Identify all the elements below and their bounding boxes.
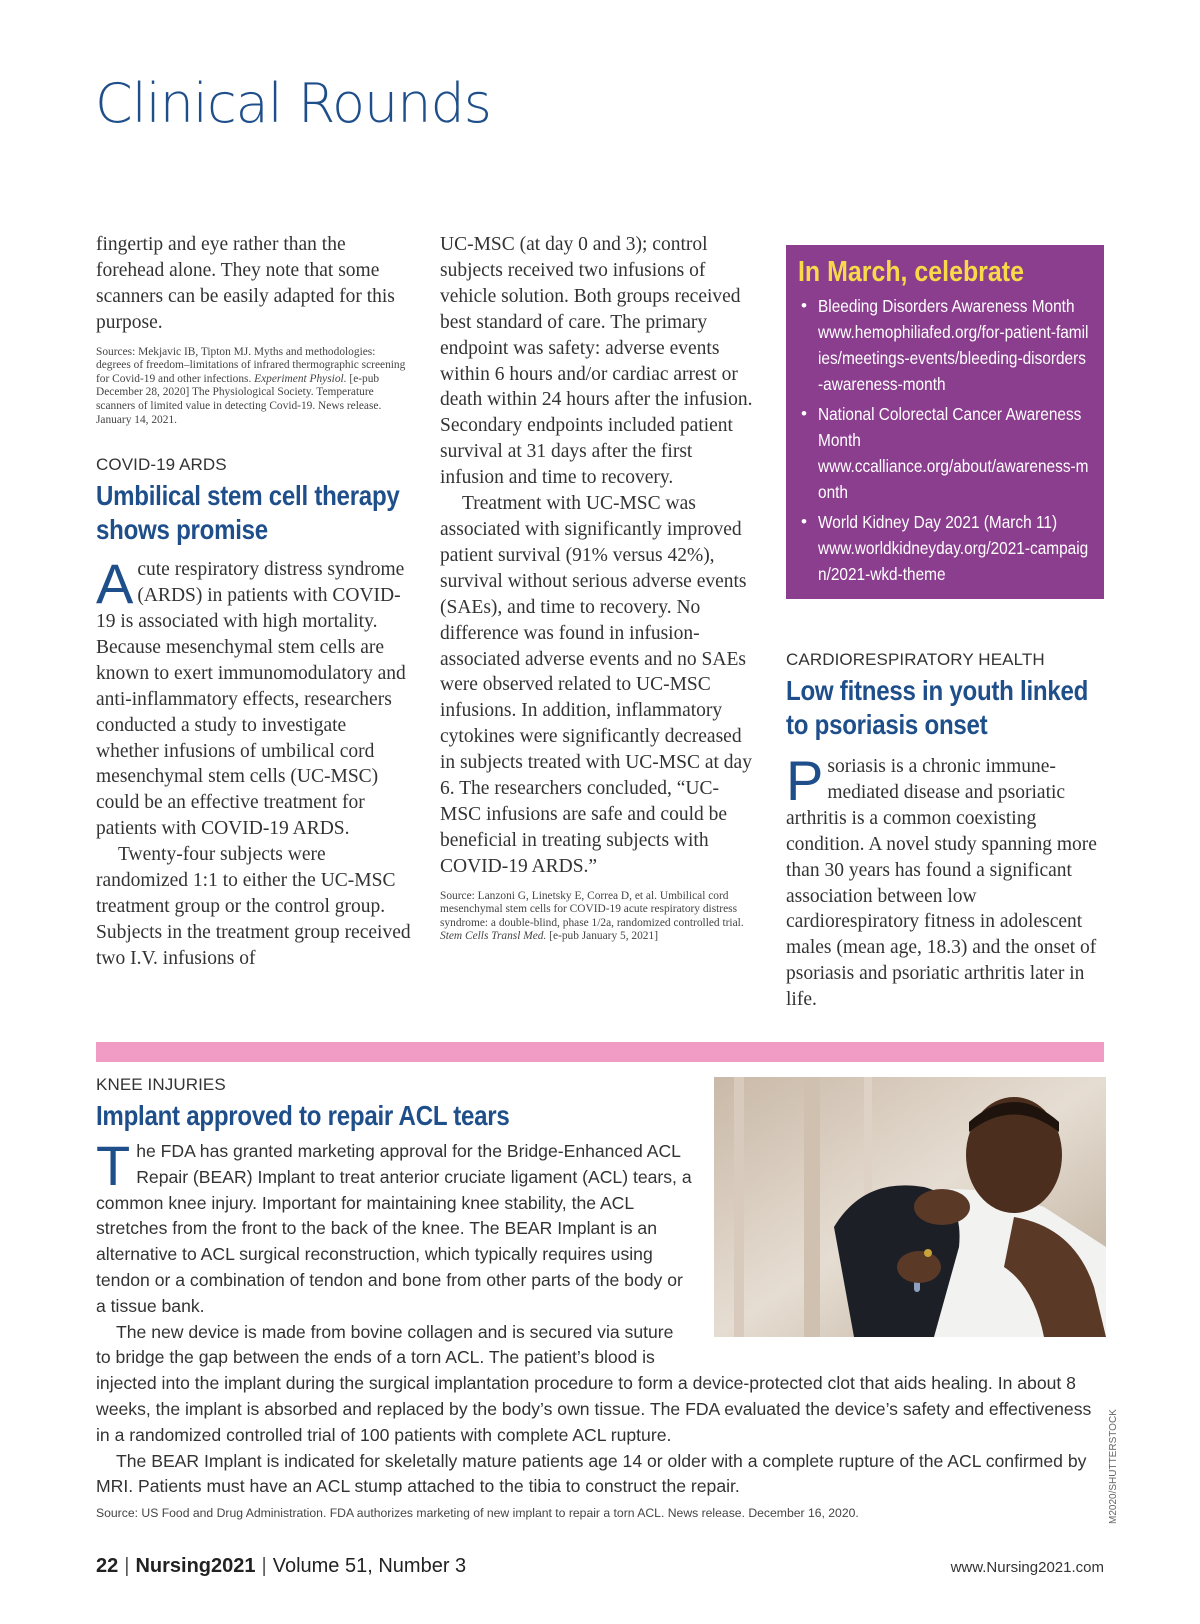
carryover-text — [96, 232, 412, 336]
source-text-b: [e-pub January 5, 2021] — [546, 930, 658, 943]
bullet-icon: • — [801, 296, 807, 315]
awareness-item-link[interactable]: www.hemophiliafed.org/for-patient-families/meetings-events/bleeding-disorders-awareness-month — [818, 322, 1089, 394]
sources-note: Source: US Food and Drug Administration. FDA authorizes marketing of new implant to repair a torn ACL. News release. December 16, 2020. — [96, 1506, 859, 1521]
sources-text-b: [e-pub December 28, 2020] The Physiological Society. Temperature scanners of limited value in detecting Covid-19. News release. January 14, 2021. — [96, 372, 382, 426]
awareness-item — [798, 509, 1092, 587]
athlete-knee-photo — [714, 1077, 1106, 1337]
article-stem-cell-body — [96, 552, 412, 972]
article-paragraph-text: he FDA has granted marketing approval for the Bridge-Enhanced ACL Repair (BEAR) Implant to treat anterior cruciate ligament (ACL) tears, a common knee injury. Important for maintaining knee stability, the ACL stretches from the front to the back of the knee. The BEAR Implant is an alternative to ACL surgical reconstruction, which typically requires using tendon or a combination of tendon and bone from other parts of the body or a tissue bank. — [96, 1141, 692, 1316]
column-3 — [786, 650, 1104, 1013]
awareness-item-title: Bleeding Disorders Awareness Month — [818, 296, 1075, 316]
article-knee-injuries — [96, 1075, 1106, 1520]
awareness-list — [798, 293, 1092, 587]
magazine-name: Nursing2021 — [135, 1555, 256, 1577]
article-stem-cell-continued — [440, 232, 756, 880]
sources-note — [440, 890, 756, 944]
awareness-item-link[interactable]: www.worldkidneyday.org/2021-campaign/2021-wkd-theme — [818, 538, 1089, 584]
page-title: Clinical Rounds — [95, 72, 491, 135]
article-paragraph — [786, 749, 1104, 1013]
headline-psoriasis: Low fitness in youth linked to psoriasis onset — [786, 675, 1089, 740]
dropcap-letter: T — [96, 1134, 131, 1197]
article-acl-body — [96, 1134, 1106, 1500]
bullet-icon: • — [801, 512, 807, 531]
column-2 — [440, 232, 756, 944]
article-paragraph — [96, 552, 412, 842]
source-journal: Stem Cells Transl Med. — [440, 930, 547, 943]
bullet-icon: • — [801, 404, 807, 423]
photo-credit: M2020/SHUTTERSTOCK — [1108, 1409, 1119, 1524]
footer-separator: | — [124, 1555, 130, 1577]
section-kicker-cardio: CARDIORESPIRATORY HEALTH — [786, 650, 1045, 669]
section-kicker-ards: COVID-19 ARDS — [96, 455, 227, 475]
website-link[interactable]: www.Nursing2021.com — [950, 1559, 1104, 1576]
awareness-item — [798, 401, 1092, 505]
sources-journal: Experiment Physiol. — [254, 372, 347, 385]
awareness-item-link[interactable]: www.ccalliance.org/about/awareness-month — [818, 456, 1089, 502]
dropcap-letter: P — [786, 749, 824, 812]
article-paragraph: The BEAR Implant is indicated for skeletally mature patients age 14 or older with a complete rupture of the ACL confirmed by MRI. Patients must have an ACL stump attached to the tibia to construct the repair. — [96, 1450, 1087, 1497]
article-paragraph-text: soriasis is a chronic immune-mediated disease and psoriatic arthritis is a common coexisting condition. A novel study spanning more than 30 years has found a significant association between low cardiorespiratory fitness in adolescent males (mean age, 18.3) and the onset of psoriasis and psoriatic arthritis later in life. — [786, 756, 1097, 1011]
sources-note — [96, 346, 412, 428]
article-psoriasis-body — [786, 749, 1104, 1013]
article-paragraph-text: cute respiratory distress syndrome (ARDS) in patients with COVID-19 is associated with high mortality. Because mesenchymal stem cells are known to exert immunomodulatory and anti-inflammatory effects, researchers conducted a study to investigate whether infusions of umbilical cord mesenchymal stem cells (UC-MSC) could be an effective treatment for patients with COVID-19 ARDS. — [96, 559, 406, 840]
article-paragraph: Twenty-four subjects were randomized 1:1 to either the UC-MSC treatment group or the control group. Subjects in the treatment group received two I.V. infusions of — [96, 844, 411, 969]
article-paragraph: UC-MSC (at day 0 and 3); control subjects received two infusions of vehicle solution. Both groups received best standard of care. The primary endpoint was safety: adverse events within 6 hours and/or cardiac arrest or death within 24 hours after the infusion. Secondary endpoints included patient survival at 31 days after the first infusion and time to recovery. — [440, 234, 753, 489]
awareness-sidebar — [786, 245, 1104, 599]
article-paragraph: Treatment with UC-MSC was associated with significantly improved patient survival (91% versus 42%), survival without serious adverse events (SAEs), and time to recovery. No difference was found in infusion-associated adverse events and no SAEs were observed related to UC-MSC infusions. In addition, inflammatory cytokines were significantly decreased in subjects treated with UC-MSC at day 6. The researchers concluded, “UC-MSC infusions are safe and could be beneficial in treating subjects with COVID-19 ARDS.” — [440, 493, 752, 877]
page-number: 22 — [96, 1555, 119, 1577]
page-footer — [96, 1555, 1104, 1585]
carryover-paragraph: fingertip and eye rather than the forehead alone. They note that some scanners can be easily adapted for this purpose. — [96, 234, 395, 333]
headline-acl: Implant approved to repair ACL tears — [96, 1100, 510, 1131]
awareness-item — [798, 293, 1092, 397]
section-kicker-knee: KNEE INJURIES — [96, 1075, 226, 1094]
sources-text-a: Sources: Mekjavic IB, Tipton MJ. Myths and methodologies: degrees of freedom–limitations of infrared thermographic screening for Covid-19 and other infections. — [96, 345, 406, 385]
column-1 — [96, 232, 412, 972]
awareness-item-title: National Colorectal Cancer Awareness Month — [818, 404, 1082, 450]
footer-separator: | — [261, 1555, 267, 1577]
awareness-item-title: World Kidney Day 2021 (March 11) — [818, 512, 1058, 532]
issue-volume: Volume 51, Number 3 — [272, 1555, 467, 1577]
source-text-a: Source: Lanzoni G, Linetsky E, Correa D, et al. Umbilical cord mesenchymal stem cells for COVID-19 acute respiratory distress syndrome: a double-blind, phase 1/2a, randomized controlled trial. — [440, 889, 744, 929]
section-divider — [96, 1042, 1104, 1062]
dropcap-letter: A — [96, 552, 134, 616]
article-paragraph: The new device is made from bovine collagen and is secured via suture to bridge the gap between the ends of a torn ACL. The patient’s blood is injected into the implant during the surgical implantation procedure to form a device-protected clot that aids healing. In about 8 weeks, the implant is absorbed and replaced by the body’s own tissue. The FDA evaluated the device’s safety and effectiveness in a randomized controlled trial of 100 patients with complete ACL rupture. — [96, 1321, 1092, 1445]
sidebar-heading: In March, celebrate — [798, 256, 1024, 288]
footer-left — [96, 1555, 466, 1578]
awareness-item-text — [818, 509, 1090, 587]
awareness-item-text — [818, 401, 1090, 505]
awareness-item-text — [818, 293, 1090, 397]
headline-stem-cell: Umbilical stem cell therapy shows promise — [96, 480, 400, 546]
